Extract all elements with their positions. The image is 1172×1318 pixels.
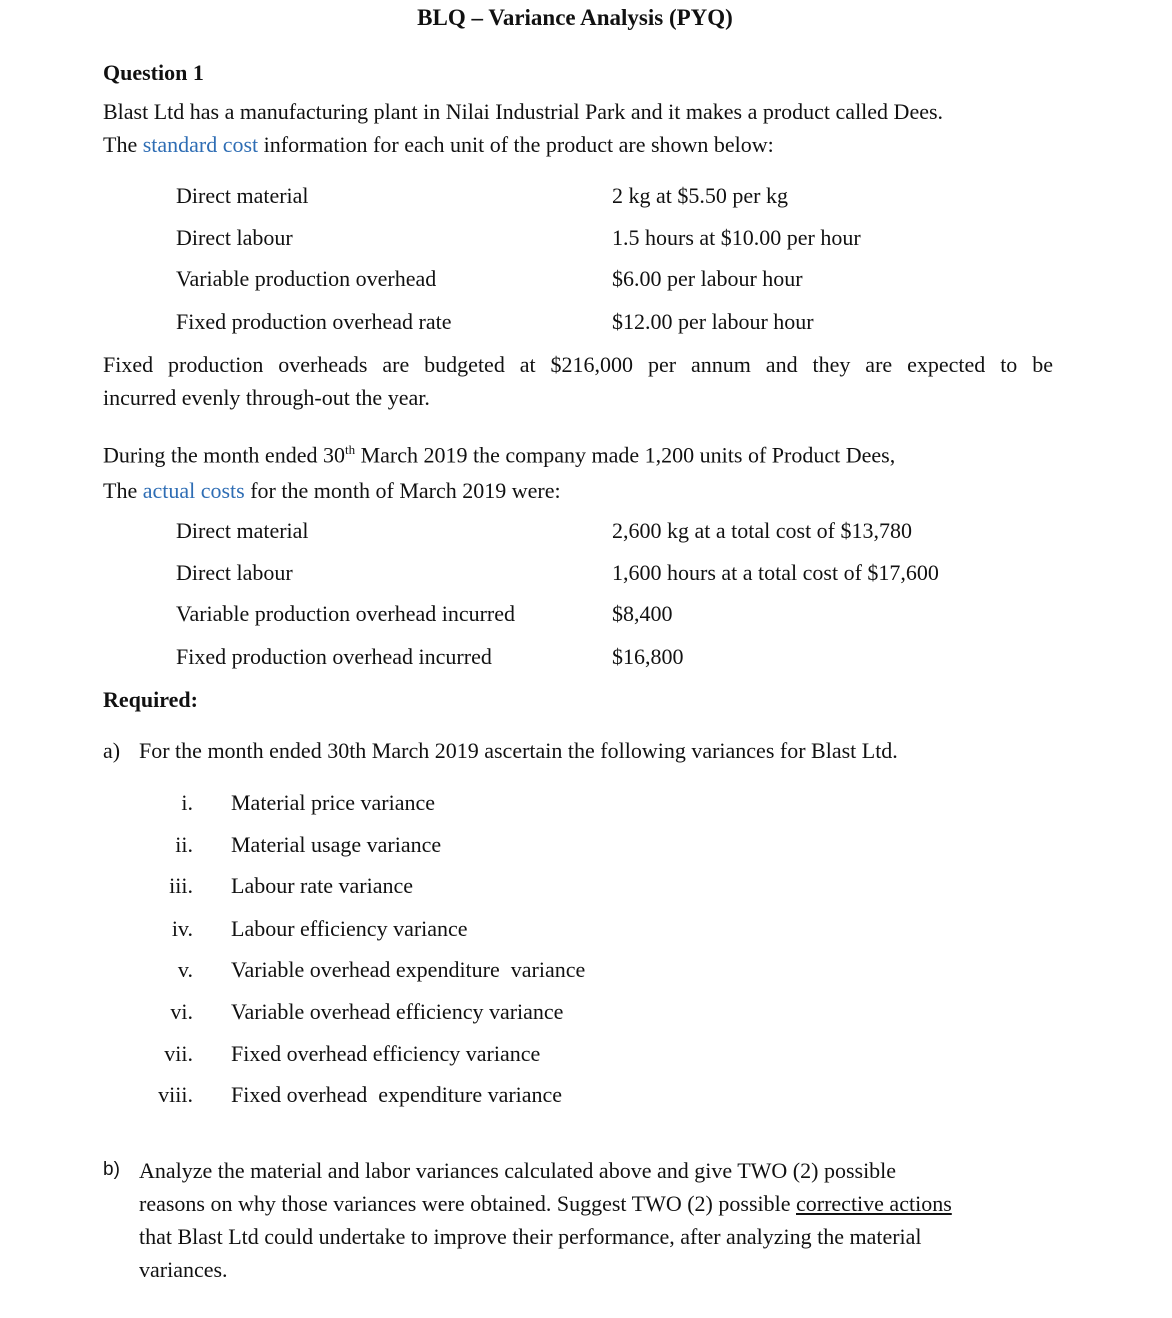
part-b-line-3: that Blast Ltd could undertake to improve their performance, after analyzing the material (139, 1224, 922, 1249)
actual-costs-link[interactable]: actual costs (142, 478, 245, 503)
intro-line-2-pre: The (103, 132, 143, 157)
part-a-text: For the month ended 30th March 2019 ascertain the following variances for Blast Ltd. (139, 738, 898, 763)
standard-row-value: $12.00 per labour hour (612, 309, 814, 334)
month-note-pre: During the month ended 30 (103, 442, 345, 468)
variance-item-number: vi. (170, 999, 193, 1024)
part-b-text (139, 1154, 1059, 1286)
actual-row-value: $16,800 (612, 644, 684, 669)
variance-item-number: ii. (175, 832, 193, 857)
corrective-actions-text: corrective actions (796, 1191, 952, 1216)
variance-item-number: vii. (164, 1041, 193, 1066)
actual-row-label: Variable production overhead incurred (176, 601, 516, 626)
fixed-overhead-note (103, 348, 1053, 414)
variance-item-text: Material usage variance (231, 832, 442, 857)
variance-item-text: Labour efficiency variance (231, 916, 468, 941)
actual-row-label: Direct material (176, 518, 309, 543)
standard-row-value: 2 kg at $5.50 per kg (612, 183, 788, 208)
standard-row-label: Direct material (176, 183, 309, 208)
part-b-line-4: variances. (139, 1257, 228, 1282)
variance-item-text: Fixed overhead efficiency variance (231, 1041, 541, 1066)
variance-item-text: Variable overhead expenditure variance (231, 957, 586, 982)
part-b-line-2 (139, 1187, 1059, 1220)
variance-item-number: iv. (171, 916, 193, 941)
intro-line-2 (103, 128, 943, 161)
variance-item-number: viii. (158, 1082, 193, 1107)
variance-item-text: Fixed overhead expenditure variance (231, 1082, 563, 1107)
month-note-post: March 2019 the company made 1,200 units of Product Dees, (355, 442, 896, 468)
part-a-label: a) (103, 738, 121, 763)
intro-line-1: Blast Ltd has a manufacturing plant in Nilai Industrial Park and it makes a product called Dees. (103, 99, 944, 124)
actual-row-value: 2,600 kg at a total cost of $13,780 (612, 518, 913, 543)
standard-row-value: 1.5 hours at $10.00 per hour (612, 225, 861, 250)
question-heading: Question 1 (103, 60, 204, 85)
fixed-overhead-line-1: Fixed production overheads are budgeted at $216,000 per annum and they are expected to be (103, 352, 1053, 377)
actual-intro (103, 474, 561, 507)
standard-cost-link[interactable]: standard cost (142, 132, 259, 157)
variance-item-number: iii. (169, 873, 193, 898)
required-heading: Required: (103, 687, 198, 712)
fixed-overhead-line-2: incurred evenly through-out the year. (103, 385, 430, 410)
standard-row-label: Direct labour (176, 225, 293, 250)
actual-row-value: 1,600 hours at a total cost of $17,600 (612, 560, 939, 585)
variance-item-text: Variable overhead efficiency variance (231, 999, 564, 1024)
standard-row-label: Fixed production overhead rate (176, 309, 452, 334)
variance-item-text: Labour rate variance (231, 873, 413, 898)
actual-intro-pre: The (103, 478, 143, 503)
intro-paragraph (103, 95, 943, 161)
variance-item-number: v. (177, 957, 193, 982)
variance-item-text: Material price variance (231, 790, 435, 815)
intro-line-2-post: information for each unit of the product are shown below: (258, 132, 774, 157)
part-b-line-2-pre: reasons on why those variances were obtained. Suggest TWO (2) possible (139, 1191, 796, 1216)
part-b-line-1: Analyze the material and labor variances calculated above and give TWO (2) possible (139, 1158, 897, 1183)
actual-row-label: Fixed production overhead incurred (176, 644, 492, 669)
actual-intro-post: for the month of March 2019 were: (244, 478, 561, 503)
page-title: BLQ – Variance Analysis (PYQ) (417, 5, 733, 30)
actual-row-label: Direct labour (176, 560, 293, 585)
month-note (103, 433, 895, 471)
part-b-label: b) (103, 1159, 120, 1180)
variance-item-number: i. (181, 790, 193, 815)
month-note-sup: th (344, 442, 356, 457)
standard-row-value: $6.00 per labour hour (612, 266, 803, 291)
standard-row-label: Variable production overhead (176, 266, 437, 291)
actual-row-value: $8,400 (612, 601, 673, 626)
